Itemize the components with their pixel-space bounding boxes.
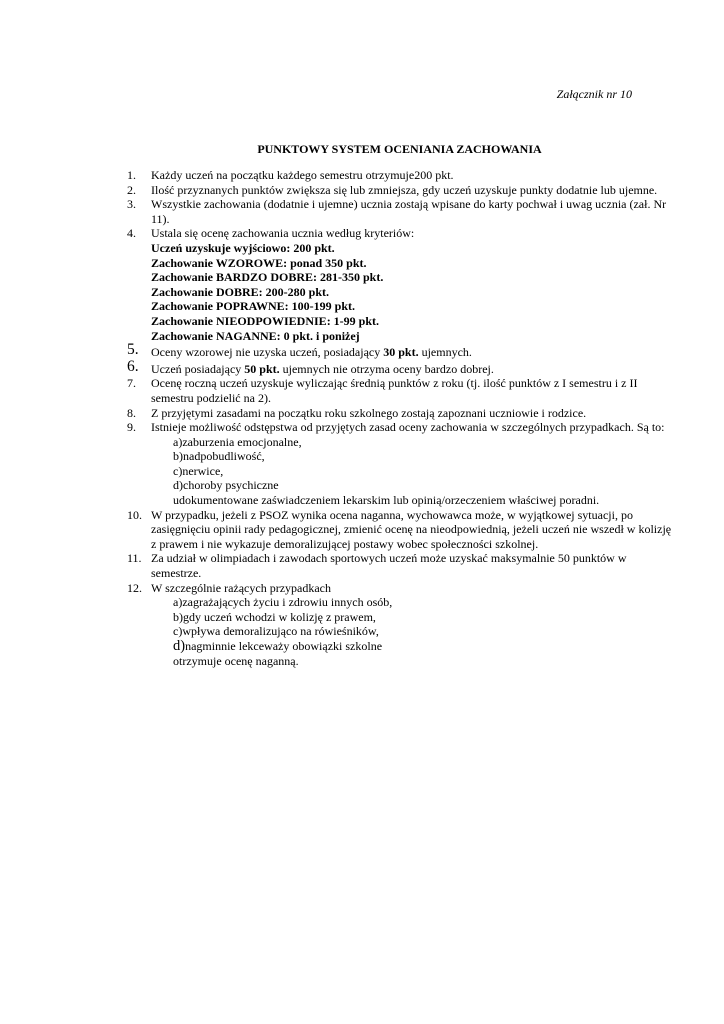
criterion-poprawne: Zachowanie POPRAWNE: 100-199 pkt. <box>151 299 356 314</box>
item-number: 11. <box>127 551 142 566</box>
rules-list <box>127 168 675 668</box>
sub-item-note: udokumentowane zaświadczeniem lekarskim lub opinią/orzeczeniem właściwej poradni. <box>173 493 600 508</box>
list-item-9 <box>127 420 675 508</box>
criterion-bardzo-dobre: Zachowanie BARDZO DOBRE: 281-350 pkt. <box>151 270 384 285</box>
list-item-8 <box>127 406 675 421</box>
item-number: 8. <box>127 405 136 420</box>
sub-item-c: c)wpływa demoralizująco na rówieśników, <box>173 624 379 639</box>
criterion-start <box>151 241 675 256</box>
item-text-post: ujemnych nie otrzyma oceny bardzo dobrej. <box>279 361 494 376</box>
list-item-12 <box>127 581 675 669</box>
attachment-label: Załącznik nr 10 <box>556 87 632 101</box>
item-text: Istnieje możliwość odstępstwa od przyjętych zasad oceny zachowania w szczególnych przypadkach. Są to: <box>151 420 665 435</box>
item-text-pre: Uczeń posiadający <box>151 361 245 376</box>
criterion-start-value: : 200 pkt. <box>286 240 335 255</box>
item-text-bold: 30 pkt. <box>383 345 419 360</box>
item-number: 12. <box>127 580 142 595</box>
item-number: 10. <box>127 507 142 522</box>
sub-item-d: d)choroby psychiczne <box>173 478 279 493</box>
list-item-4 <box>127 226 675 343</box>
item-text: Ocenę roczną uczeń uzyskuje wyliczając średnią punktów z roku (tj. ilość punktów z I semestru i z II semestru podzielić na 2). <box>151 376 638 405</box>
criterion-dobre: Zachowanie DOBRE: 200-280 pkt. <box>151 284 330 299</box>
item-text: Z przyjętymi zasadami na początku roku szkolnego zostają zapoznani uczniowie i rodzice. <box>151 405 587 420</box>
item-text-post: ujemnych. <box>418 345 472 360</box>
list-item-6 <box>127 357 675 377</box>
sub-item-d-text: nagminnie lekceważy obowiązki szkolne <box>185 639 383 653</box>
list-item-3 <box>127 197 675 226</box>
item-text: W przypadku, jeżeli z PSOZ wynika ocena naganna, wychowawca może, w wyjątkowej sytuacji, po zasięgnięciu opinii rady pedagogicznej, zmienić ocenę na nieodpowiednią, jeżeli uczeń nie wszedł w kolizję z prawem i nie wykazuje demoralizującej postawy wobec społeczności szkolnej. <box>151 507 672 551</box>
item-number: 5. <box>127 341 139 359</box>
item-number: 3. <box>127 197 136 212</box>
sub-item-a: a)zagrażających życiu i zdrowiu innych osób, <box>173 595 393 610</box>
item-number: 4. <box>127 226 136 241</box>
sub-item-c: c)nerwice, <box>173 463 224 478</box>
criterion-naganne: Zachowanie NAGANNE: 0 pkt. i poniżej <box>151 328 360 343</box>
item-text-pre: Oceny wzorowej nie uzyska uczeń, posiadający <box>151 345 384 360</box>
criterion-nieodpowiednie: Zachowanie NIEODPOWIEDNIE: 1-99 pkt. <box>151 313 380 328</box>
list-item-10 <box>127 508 675 552</box>
criterion-wzorowe: Zachowanie WZOROWE: ponad 350 pkt. <box>151 255 367 270</box>
item-text-bold: 50 pkt. <box>244 361 280 376</box>
item-number: 1. <box>127 168 136 182</box>
item-text: Za udział w olimpiadach i zawodach sportowych uczeń może uzyskać maksymalnie 50 punktów w semestrze. <box>151 551 627 581</box>
item-text: W szczególnie rażących przypadkach <box>151 580 332 595</box>
sub-item-a: a)zaburzenia emocjonalne, <box>173 434 302 449</box>
item-number: 2. <box>127 182 136 197</box>
sub-item-conclusion: otrzymuje ocenę naganną. <box>173 653 299 668</box>
sub-item-b: b)nadpobudliwość, <box>173 449 265 464</box>
list-item-7 <box>127 376 675 405</box>
item-text: Każdy uczeń na początku każdego semestru otrzymuje200 pkt. <box>151 168 454 182</box>
item-number: 6. <box>127 357 139 375</box>
list-item-11 <box>127 551 675 580</box>
item-text: Ilość przyznanych punktów zwiększa się lub zmniejsza, gdy uczeń uzyskuje punkty dodatnie lub ujemne. <box>151 182 658 197</box>
sub-item-d-letter: d) <box>173 638 186 654</box>
list-item-1 <box>127 168 675 183</box>
item-number: 7. <box>127 376 136 391</box>
criterion-start-label: Uczeń uzyskuje wyjściowo <box>151 240 287 255</box>
sub-item-b: b)gdy uczeń wchodzi w kolizję z prawem, <box>173 609 376 624</box>
list-item-2 <box>127 183 675 198</box>
list-item-5 <box>127 341 675 360</box>
item-text: Wszystkie zachowania (dodatnie i ujemne) ucznia zostają wpisane do karty pochwał i uwag ucznia (zał. Nr 11). <box>151 197 667 226</box>
item-text: Ustala się ocenę zachowania ucznia według kryteriów: <box>151 226 415 241</box>
document-title: PUNKTOWY SYSTEM OCENIANIA ZACHOWANIA <box>257 142 542 156</box>
item-number: 9. <box>127 420 136 435</box>
sub-item-d <box>151 639 675 654</box>
